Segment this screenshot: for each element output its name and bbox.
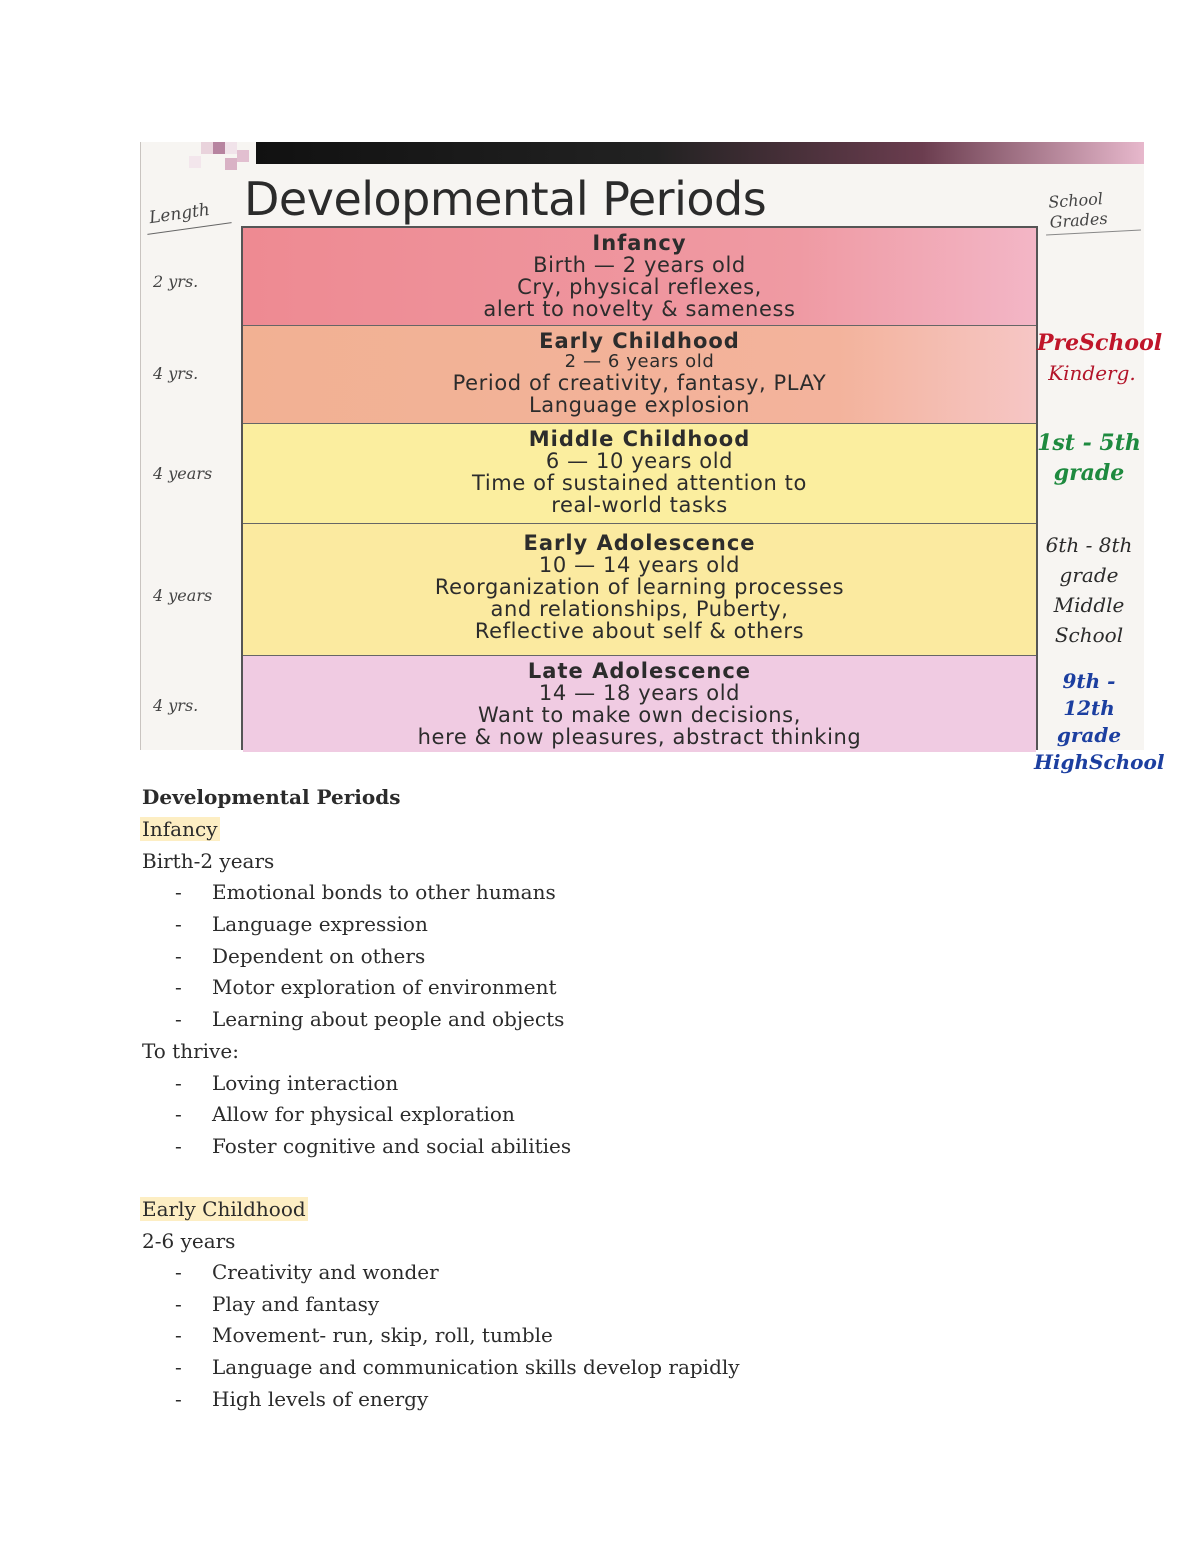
bullet-dash: -	[175, 1387, 182, 1411]
period-title: Middle Childhood	[528, 427, 751, 451]
period-title: Infancy	[592, 231, 687, 255]
grade-text: grade	[1053, 460, 1125, 486]
period-infancy	[243, 228, 1036, 326]
list-item-text: Learning about people and objects	[212, 1007, 565, 1031]
period-middle-childhood	[243, 424, 1036, 524]
list-item	[175, 1131, 571, 1161]
period-description: Reorganization of learning processes	[434, 575, 845, 599]
list-item-text: Loving interaction	[212, 1071, 399, 1095]
period-early-adolescence	[243, 524, 1036, 656]
pixel-decoration	[201, 142, 213, 154]
grade-text: PreSchool	[1037, 330, 1163, 356]
period-description: Cry, physical reflexes,	[517, 275, 762, 299]
period-description: alert to novelty & sameness	[483, 297, 796, 321]
notes-heading: Developmental Periods	[142, 785, 401, 809]
bullet-dash: -	[175, 912, 182, 936]
period-description: Time of sustained attention to	[472, 471, 807, 495]
period-ages: 14 — 18 years old	[538, 681, 741, 705]
period-late-adolescence	[243, 656, 1036, 752]
grade-text: 6th - 8th	[1045, 533, 1133, 557]
bullet-dash: -	[175, 880, 182, 904]
bullet-dash: -	[175, 1071, 182, 1095]
list-item-text: Movement- run, skip, roll, tumble	[212, 1323, 553, 1347]
bullet-dash: -	[175, 1355, 182, 1379]
period-description: Language explosion	[528, 393, 751, 417]
list-item	[175, 1289, 379, 1319]
list-item-text: Motor exploration of environment	[212, 975, 557, 999]
period-ages: 6 — 10 years old	[545, 449, 734, 473]
list-item-text: Play and fantasy	[212, 1292, 380, 1316]
grade-text: 1st - 5th	[1037, 430, 1141, 456]
list-item-text: Dependent on others	[212, 944, 426, 968]
list-item	[175, 1257, 439, 1287]
length-annotation: 2 yrs.	[153, 272, 199, 291]
grade-text: Middle	[1053, 593, 1125, 617]
list-item-text: Language expression	[212, 912, 428, 936]
list-item-text: High levels of energy	[212, 1387, 429, 1411]
period-description: Period of creativity, fantasy, PLAY	[452, 371, 827, 395]
length-annotation: 4 years	[153, 586, 213, 605]
list-item	[175, 1099, 515, 1129]
bullet-dash: -	[175, 1292, 182, 1316]
period-ages: 10 — 14 years old	[538, 553, 741, 577]
grade-text: School	[1054, 623, 1124, 647]
section-title-early-childhood	[142, 1194, 308, 1224]
grade-text: HighSchool	[1034, 750, 1165, 774]
period-description: real-world tasks	[551, 493, 728, 517]
length-annotation: 4 years	[153, 464, 213, 483]
period-description: and relationships, Puberty,	[490, 597, 789, 621]
list-item	[175, 1320, 553, 1350]
period-ages: 2 — 6 years old	[564, 351, 715, 372]
grade-annotation-middle-school	[1034, 530, 1144, 650]
length-column-header: Length	[147, 199, 212, 229]
bullet-dash: -	[175, 1007, 182, 1031]
bullet-dash: -	[175, 1260, 182, 1284]
highlighted-title: Early Childhood	[142, 1197, 306, 1221]
grade-text: Kinderg.	[1048, 361, 1136, 385]
list-item-text: Allow for physical exploration	[212, 1102, 515, 1126]
period-title: Late Adolescence	[527, 659, 752, 683]
list-item-text: Language and communication skills develop rapidly	[212, 1355, 740, 1379]
list-item	[175, 972, 556, 1002]
grade-text: grade	[1059, 563, 1119, 587]
section-range: 2-6 years	[142, 1229, 236, 1253]
bullet-dash: -	[175, 975, 182, 999]
developmental-periods-figure	[140, 142, 1165, 774]
section-title-infancy	[142, 814, 220, 844]
pixel-decoration	[237, 150, 249, 162]
period-title: Early Childhood	[539, 329, 740, 353]
period-description: Reflective about self & others	[474, 619, 805, 643]
length-annotation: 4 yrs.	[153, 696, 199, 715]
figure-top-bar	[256, 142, 1144, 164]
list-item-text: Foster cognitive and social abilities	[212, 1134, 572, 1158]
grade-text: grade	[1056, 723, 1122, 747]
figure-title: Developmental Periods	[244, 172, 767, 226]
list-item	[175, 909, 428, 939]
list-item	[175, 1004, 564, 1034]
list-item	[175, 1352, 740, 1382]
period-description: Want to make own decisions,	[478, 703, 801, 727]
list-item	[175, 1384, 428, 1414]
periods-table	[241, 226, 1038, 750]
list-item-text: Emotional bonds to other humans	[212, 880, 556, 904]
period-ages: Birth — 2 years old	[533, 253, 746, 277]
grade-text: 9th - 12th	[1062, 669, 1116, 720]
list-item	[175, 1068, 398, 1098]
list-item-text: Creativity and wonder	[212, 1260, 439, 1284]
bullet-dash: -	[175, 944, 182, 968]
list-item	[175, 941, 425, 971]
thrive-label: To thrive:	[142, 1039, 239, 1063]
period-description: here & now pleasures, abstract thinking	[417, 725, 862, 749]
grade-annotation-high-school	[1034, 668, 1165, 776]
pixel-decoration	[225, 142, 237, 154]
section-range: Birth-2 years	[142, 849, 275, 873]
pixel-decoration	[189, 156, 201, 168]
grade-annotation-preschool	[1037, 328, 1163, 388]
grade-annotation-elementary	[1034, 428, 1144, 488]
length-annotation: 4 yrs.	[153, 364, 199, 383]
bullet-dash: -	[175, 1323, 182, 1347]
school-grades-header: School Grades	[1047, 189, 1109, 232]
period-title: Early Adolescence	[523, 531, 756, 555]
list-item	[175, 877, 556, 907]
pixel-decoration	[213, 142, 225, 154]
pixel-decoration	[225, 158, 237, 170]
bullet-dash: -	[175, 1102, 182, 1126]
bullet-dash: -	[175, 1134, 182, 1158]
highlighted-title: Infancy	[142, 817, 218, 841]
period-early-childhood	[243, 326, 1036, 424]
